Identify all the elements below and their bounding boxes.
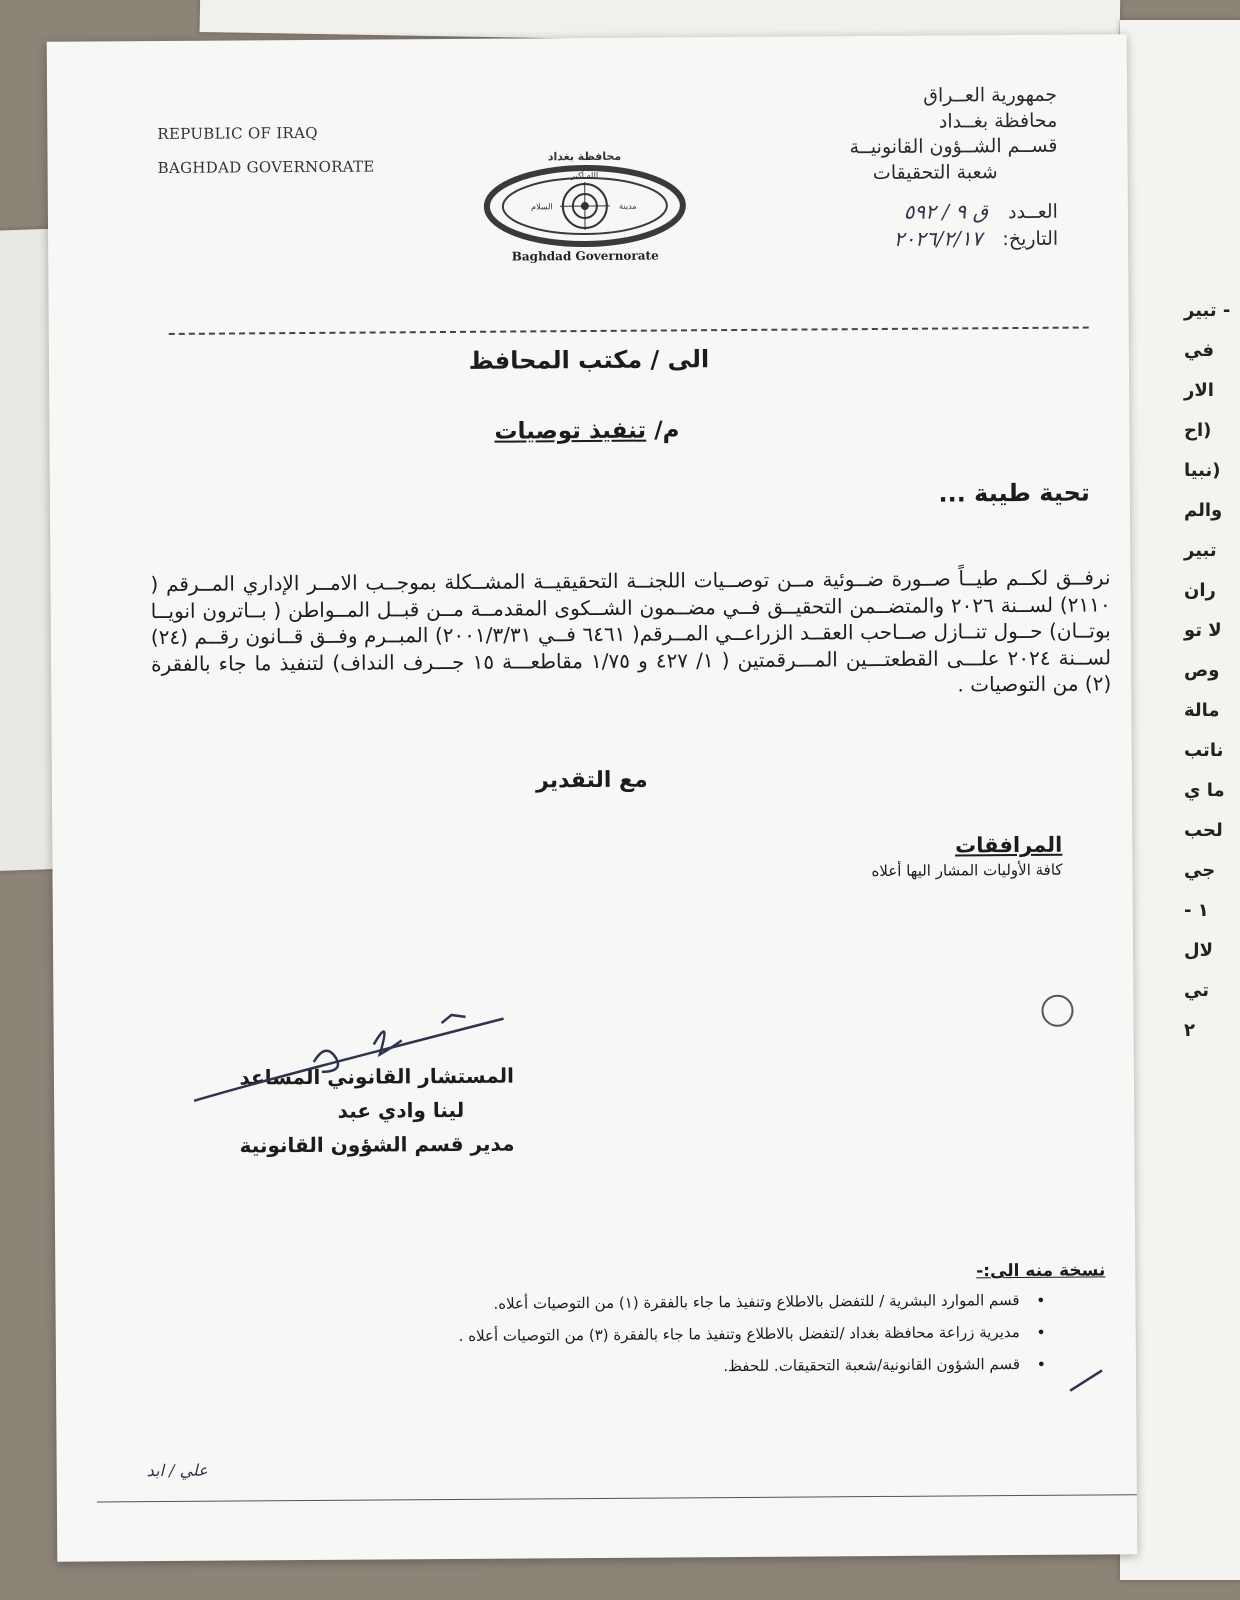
logo-emblem-icon xyxy=(479,145,690,266)
subject-text: تنفيذ توصيات xyxy=(494,417,647,445)
logo-top-text: محافظة بغداد xyxy=(547,149,622,164)
header-department: قســم الشــؤون القانونيــة xyxy=(849,135,1058,159)
greeting: تحية طيبة ... xyxy=(938,478,1090,508)
number-label: العــدد xyxy=(1008,200,1058,223)
governorate-logo xyxy=(479,145,690,266)
body-paragraph: نرفــق لكــم طيــاً صــورة ضــوئية مــن توصــيات اللجنــة التحقيقيــة المشــكلة بموجــب الامــر الإداري المــرقم ( ٢١١٠) لســنة ٢٠٢٦ والمتضــمن التحقيــق فــي مضــمون الشــكوى المقدمــة مــن قبــل المــواطن ( بــاترون انويــا بوتــان) حــول تنــازل صــاحب العقــد الزراعــي المــرقم( ٦٤٦١ فــي ٢٠٠١/٣/٣١) المبــرم وفــق قــانون رقــم (٢٤) لســنة ٢٠٢٤ علـــى القطعتـــين المـــرقمتين ( ١/ ٤٢٧ و ١/٧٥ مقاطعـــة ١٥ جـــرف النداف) لتنفيذ ما جاء بالفقرة (٢) من التوصيات . xyxy=(150,565,1112,697)
copies-title: نسخة منه الى:- xyxy=(976,1260,1106,1282)
side-fragment: والم xyxy=(1184,500,1223,521)
subject-prefix: م/ xyxy=(654,417,680,444)
side-fragment: ١ - xyxy=(1184,900,1209,921)
copies-section xyxy=(345,1260,1106,1391)
side-fragment: لا تو xyxy=(1184,620,1222,641)
logo-right-text: مدينة xyxy=(619,201,637,211)
side-fragment: ما ي xyxy=(1184,780,1225,801)
copies-list xyxy=(345,1291,1046,1378)
header-governorate: محافظة بغــداد xyxy=(938,109,1058,133)
letter-body xyxy=(150,564,1111,703)
stamp-mark xyxy=(1041,995,1073,1027)
signature-name: لينا وادي عبد xyxy=(337,1097,465,1123)
signature-title: المستشار القانوني المساعد xyxy=(239,1063,515,1090)
side-fragment: ران xyxy=(1184,580,1216,601)
footer-divider xyxy=(97,1494,1137,1502)
closing: مع التقدير xyxy=(535,767,648,794)
side-fragment: في xyxy=(1184,340,1214,361)
date-value: ٢٠٢٦/٢/١٧ xyxy=(893,226,983,252)
logo-left-text: السلام xyxy=(531,202,553,212)
side-fragment: لحب xyxy=(1184,820,1223,841)
side-fragment: ناتب xyxy=(1184,740,1224,761)
number-value: ق ٩ / ٥٩٢ xyxy=(903,198,989,224)
side-fragment: لال xyxy=(1184,940,1214,961)
header-divider xyxy=(169,327,1089,335)
letter-page xyxy=(47,34,1138,1562)
signature-position: مدير قسم الشؤون القانونية xyxy=(239,1131,515,1158)
handwritten-signature-icon xyxy=(183,999,514,1111)
logo-caption: Baghdad Governorate xyxy=(511,248,659,264)
header-governorate-en: BAGHDAD GOVERNORATE xyxy=(157,157,375,178)
copy-item: • مديرية زراعة محافظة بغداد /لتفضل بالاطلاع وتنفيذ ما جاء بالفقرة (٣) من التوصيات أعلاه . xyxy=(346,1323,1046,1346)
side-fragment: (نبيا xyxy=(1184,460,1221,481)
header-left xyxy=(157,124,374,178)
recipient-line: الى / مكتب المحافظ xyxy=(468,345,710,375)
side-fragment: جي xyxy=(1184,860,1216,881)
copy-item: • قسم الموارد البشرية / للتفضل بالاطلاع وتنفيذ ما جاء بالفقرة (١) من التوصيات أعلاه. xyxy=(345,1291,1045,1314)
handwritten-initials: علي / ابد xyxy=(146,1460,208,1481)
side-fragment: ٢ xyxy=(1184,1020,1195,1041)
side-fragment: تي xyxy=(1184,980,1209,1001)
side-fragment: مالة xyxy=(1184,700,1220,721)
side-fragment: (اح xyxy=(1184,420,1212,441)
subject-line xyxy=(349,417,679,445)
side-fragment: تبير xyxy=(1184,540,1217,561)
logo-motto: الله أكبر xyxy=(571,170,599,181)
header-country: جمهورية العــراق xyxy=(923,83,1058,107)
date-label: التاريخ: xyxy=(1002,227,1059,251)
copy-item: • قسم الشؤون القانونية/شعبة التحقيقات. للحفظ. xyxy=(346,1355,1046,1378)
side-fragment: - تبير xyxy=(1184,300,1231,321)
header-section: شعبة التحقيقات xyxy=(872,161,998,184)
header-number-row xyxy=(738,197,1058,227)
header-republic-en: REPUBLIC OF IRAQ xyxy=(157,123,318,144)
attachments xyxy=(702,833,1062,882)
side-fragment: الار xyxy=(1184,380,1214,401)
header-date-row xyxy=(738,225,1058,255)
attachments-text: كافة الأوليات المشار اليها أعلاه xyxy=(871,860,1063,881)
attachments-title: المرافقات xyxy=(954,832,1063,858)
background-sheet-right xyxy=(1120,20,1240,1580)
header-right xyxy=(737,83,1058,255)
tick-mark-icon xyxy=(1066,1364,1106,1394)
side-fragment: وص xyxy=(1184,660,1220,681)
